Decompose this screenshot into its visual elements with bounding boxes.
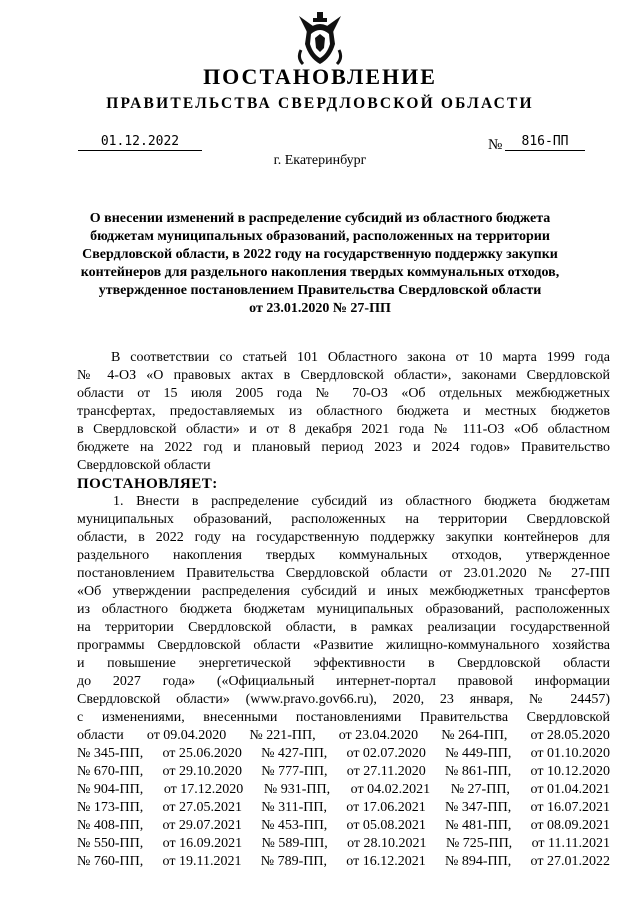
preamble-line: области от 15 июля 2005 года № 70-ОЗ «Об отдельных межбюджетных <box>77 386 610 401</box>
amendment-cell: от 25.06.2020 <box>162 746 242 761</box>
amendment-cell: № 453-ПП, <box>261 818 328 833</box>
amendments-row <box>77 745 610 763</box>
amendment-cell: № 670-ПП, <box>77 764 144 779</box>
amendment-cell: от 27.11.2020 <box>346 764 426 779</box>
amendment-cell: № 408-ПП, <box>77 818 144 833</box>
amendment-cell: от 04.02.2021 <box>350 782 431 797</box>
amendment-cell: № 904-ПП, <box>77 782 144 797</box>
date-underline <box>78 150 202 151</box>
preamble-line: в Свердловской области» и от 8 декабря 2021 года № 111-ОЗ «Об областном <box>77 422 610 437</box>
preamble-line: бюджете на 2022 год и плановый период 2023 и 2024 годов» Правительство <box>77 440 610 455</box>
document-city: г. Екатеринбург <box>273 153 367 168</box>
item1-line: 1. Внести в распределение субсидий из областного бюджета бюджетам <box>113 494 610 509</box>
heading-line: бюджетам муниципальных образований, расположенных на территории <box>90 229 550 244</box>
heading-line: от 23.01.2020 № 27-ПП <box>249 301 391 316</box>
amendment-cell: № 777-ПП, <box>261 764 328 779</box>
item1-line: на территории Свердловской области, в рамках реализации государственной <box>77 620 610 635</box>
amendment-cell: № 27-ПП, <box>450 782 510 797</box>
amendment-cell: № 345-ПП, <box>77 746 144 761</box>
preamble-line: В соответствии со статьей 101 Областного закона от 10 марта 1999 года <box>111 350 610 365</box>
amendment-cell: от 23.04.2020 <box>338 728 419 743</box>
amendment-cell: № 427-ПП, <box>261 746 328 761</box>
amendment-cell: № 894-ПП, <box>444 854 512 869</box>
amendment-cell: от 28.05.2020 <box>530 728 610 743</box>
amendment-cell: от 01.04.2021 <box>530 782 610 797</box>
preamble-line: № 4-ОЗ «О правовых актах в Свердловской области», законами Свердловской <box>77 368 610 383</box>
item1-line: до 2027 года» («Официальный интернет-портал правовой информации <box>77 674 610 689</box>
amendment-cell: от 02.07.2020 <box>346 746 426 761</box>
heading-line: контейнеров для раздельного накопления твердых коммунальных отходов, <box>80 265 560 280</box>
preamble-line: Свердловской области <box>77 458 211 473</box>
amendments-row <box>77 835 610 853</box>
amendments-row <box>77 799 610 817</box>
amendment-cell: от 27.01.2022 <box>530 854 610 869</box>
amendment-cell: от 16.12.2021 <box>346 854 426 869</box>
amendment-cell: от 05.08.2021 <box>346 818 426 833</box>
amendments-row <box>77 853 610 871</box>
amendment-cell: № 481-ПП, <box>445 818 512 833</box>
amendments-row <box>77 727 610 745</box>
heading-line: утвержденное постановлением Правительства Свердловской области <box>98 283 542 298</box>
amendments-row <box>77 817 610 835</box>
amendment-cell: № 311-ПП, <box>261 800 327 815</box>
amendment-cell: № 589-ПП, <box>261 836 328 851</box>
amendments-row <box>77 781 610 799</box>
amendment-cell: от 16.07.2021 <box>530 800 610 815</box>
document-subtitle: ПРАВИТЕЛЬСТВА СВЕРДЛОВСКОЙ ОБЛАСТИ <box>106 95 534 112</box>
item1-line: постановлением Правительства Свердловской области от 23.01.2020 № 27-ПП <box>77 566 610 581</box>
amendment-cell: № 347-ПП, <box>444 800 512 815</box>
heading-line: Свердловской области, в 2022 году на государственную поддержку закупки <box>82 247 558 262</box>
amendment-cell: области <box>77 728 124 743</box>
amendment-cell: от 17.12.2020 <box>163 782 244 797</box>
amendment-cell: от 01.10.2020 <box>530 746 610 761</box>
amendment-cell: от 29.07.2021 <box>162 818 242 833</box>
item1-line: «Об утверждении распределения субсидий и иных межбюджетных трансфертов <box>77 584 610 599</box>
amendment-cell: от 27.05.2021 <box>162 800 242 815</box>
amendment-cell: от 09.04.2020 <box>146 728 227 743</box>
document-body <box>77 349 610 871</box>
document-number: 816-ПП <box>521 134 569 149</box>
amendment-cell: от 29.10.2020 <box>162 764 242 779</box>
item1-line: муниципальных образований, расположенных на территории Свердловской <box>77 512 610 527</box>
item1-line: программы Свердловской области «Развитие жилищно-коммунального хозяйства <box>77 638 610 653</box>
amendment-cell: № 760-ПП, <box>77 854 144 869</box>
item1-line: с изменениями, внесенными постановлениями Правительства Свердловской <box>77 710 610 725</box>
amendment-cell: № 550-ПП, <box>77 836 144 851</box>
amendment-cell: от 16.09.2021 <box>162 836 243 851</box>
amendment-cell: № 221-ПП, <box>249 728 316 743</box>
amendment-cell: № 861-ПП, <box>444 764 512 779</box>
amendment-cell: № 789-ПП, <box>260 854 327 869</box>
amendment-cell: № 449-ПП, <box>445 746 512 761</box>
number-sign: № <box>488 137 503 153</box>
preamble-line: трансфертах, предоставляемых из областного бюджета и местных бюджетов <box>77 404 610 419</box>
amendment-cell: № 725-ПП, <box>445 836 513 851</box>
item1-line: из областного бюджета бюджетам муниципальных образований, расположенных <box>77 602 610 617</box>
number-underline <box>505 150 585 151</box>
decree-word: ПОСТАНОВЛЯЕТ: <box>77 476 218 492</box>
amendment-cell: от 17.06.2021 <box>346 800 426 815</box>
item1-line: раздельного накопления твердых коммунальных отходов, утвержденное <box>77 548 610 563</box>
document-heading <box>60 210 580 318</box>
amendment-cell: от 28.10.2021 <box>347 836 427 851</box>
coat-of-arms-icon <box>291 10 349 68</box>
document-title: ПОСТАНОВЛЕНИЕ <box>203 64 437 89</box>
document-date: 01.12.2022 <box>100 134 180 149</box>
amendment-cell: от 10.12.2020 <box>530 764 610 779</box>
amendment-cell: от 11.11.2021 <box>531 836 610 851</box>
heading-line: О внесении изменений в распределение субсидий из областного бюджета <box>89 211 551 226</box>
amendment-cell: № 264-ПП, <box>441 728 508 743</box>
amendment-cell: № 173-ПП, <box>77 800 144 815</box>
amendments-row <box>77 763 610 781</box>
amendment-cell: № 931-ПП, <box>263 782 331 797</box>
amendment-cell: от 08.09.2021 <box>530 818 610 833</box>
item1-line: Свердловской области» (www.pravo.gov66.ru), 2020, 23 января, № 24457) <box>77 692 610 707</box>
item1-line: и повышение энергетической эффективности в Свердловской области <box>77 656 610 671</box>
amendment-cell: от 19.11.2021 <box>162 854 242 869</box>
item1-line: области, в 2022 году на государственную поддержку закупки контейнеров для <box>77 530 610 545</box>
